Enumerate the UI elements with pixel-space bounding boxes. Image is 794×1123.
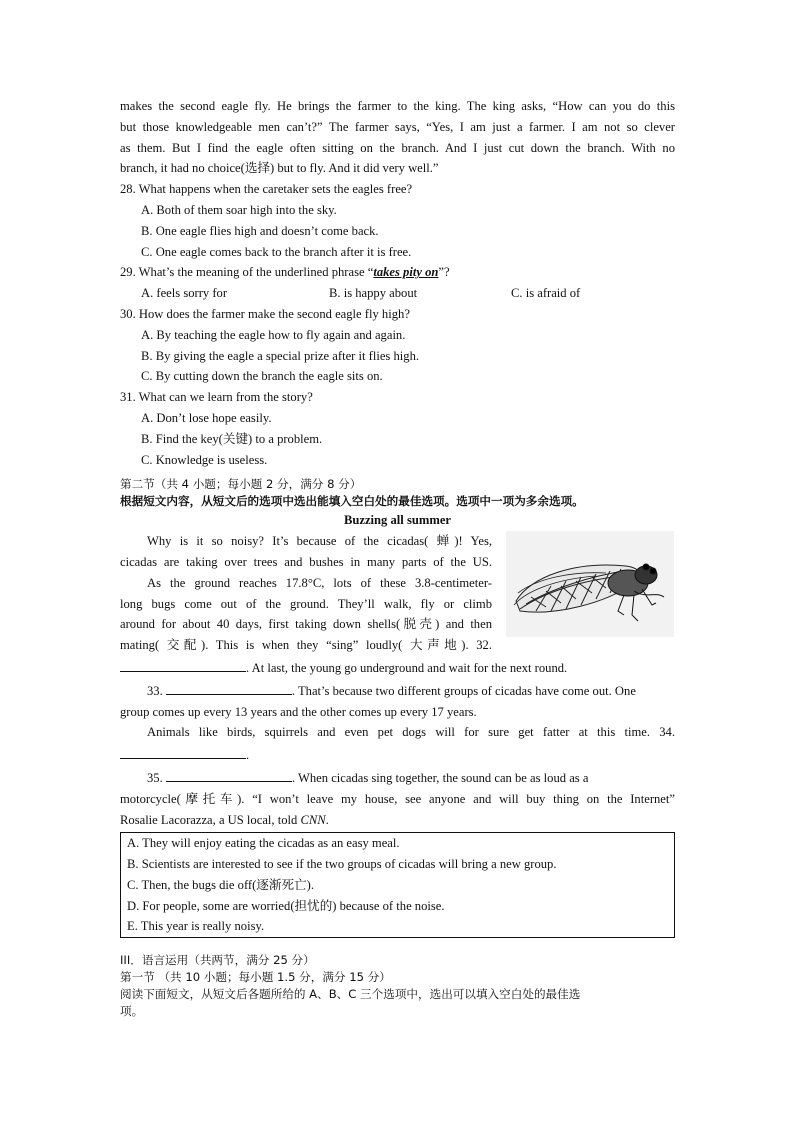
- blank-followup-text: . At last, the young go underground and wait for the next round.: [246, 660, 568, 675]
- passage-line: [120, 743, 675, 766]
- stem-text-end: ”?: [438, 265, 450, 280]
- passage-line: group comes up every 13 years and the other comes up every 17 years.: [120, 704, 477, 719]
- passage-line: as them. But I find the eagle often sitting on the branch. And I just cut down the branch. With no: [120, 140, 675, 155]
- option-c: C. Knowledge is useless.: [141, 452, 268, 467]
- underlined-phrase: takes pity on: [373, 265, 439, 280]
- blank-followup-text: . That’s because two different groups of cicadas have come out. One: [291, 683, 636, 698]
- question-29: [120, 262, 675, 304]
- passage-line: mating( 交配). This is when they “sing” loudly( 大声地). 32.: [120, 638, 492, 653]
- answer-blank-33[interactable]: [166, 679, 292, 695]
- passage-line: Why is it so noisy? It’s because of the cicadas( 蝉)! Yes,: [147, 534, 492, 549]
- question-number-33: 33.: [147, 683, 163, 698]
- question-stem: 30. How does the farmer make the second eagle fly high?: [120, 306, 410, 321]
- question-stem: 31. What can we learn from the story?: [120, 390, 313, 405]
- option-c: C. One eagle comes back to the branch after it is free.: [141, 244, 412, 259]
- option-b: B. Find the key(关键) to a problem.: [141, 431, 323, 446]
- section-heading: III．语言运用（共两节，满分 25 分）: [120, 953, 315, 968]
- passage-line: branch, it had no choice(选择) but to fly. And it did very well.”: [120, 161, 439, 176]
- passage-text-column: [120, 531, 492, 656]
- subsection-heading: 第一节 （共 10 小题；每小题 1.5 分，满分 15 分）: [120, 970, 391, 985]
- passage-with-image: [120, 531, 675, 656]
- passage-line: cicadas are taking over trees and bushes in many parts of the US.: [120, 554, 492, 569]
- box-option-d: D. For people, some are worried(担忧的) because of the noise.: [127, 898, 445, 913]
- options-row: [120, 283, 675, 304]
- question-stem: [120, 262, 675, 283]
- passage-ending: [120, 96, 675, 179]
- answer-blank-35[interactable]: [166, 766, 292, 782]
- passage-line: Animals like birds, squirrels and even pet dogs will for sure get fatter at this time. 34.: [147, 725, 675, 740]
- blank-followup-text: . When cicadas sing together, the sound can be as loud as a: [291, 770, 589, 785]
- question-30: [120, 304, 675, 387]
- question-stem: 28. What happens when the caretaker sets the eagles free?: [120, 182, 413, 197]
- option-a: A. feels sorry for: [141, 286, 228, 301]
- option-a: A. Both of them soar high into the sky.: [141, 202, 337, 217]
- passage-title: Buzzing all summer: [343, 513, 452, 528]
- passage-line: motorcycle(摩托车). “I won’t leave my house, see anyone and will buy thing on the Internet”: [120, 791, 675, 806]
- period: .: [325, 812, 329, 827]
- blank-followup-text: .: [246, 748, 250, 763]
- news-source: CNN: [300, 812, 326, 827]
- passage-line: [120, 810, 675, 831]
- question-28: [120, 179, 675, 262]
- options-box: [120, 832, 675, 938]
- box-option-b: B. Scientists are interested to see if the two groups of cicadas will bring a new group.: [127, 857, 557, 872]
- option-a: A. By teaching the eagle how to fly again and again.: [141, 327, 406, 342]
- question-number-35: 35.: [147, 770, 163, 785]
- answer-blank-34[interactable]: [120, 743, 246, 759]
- section-instruction: 阅读下面短文，从短文后各题所给的 A、B、C 三个选项中，选出可以填入空白处的最佳选: [120, 987, 581, 1002]
- cicada-illustration: [506, 531, 674, 637]
- section-heading: 第二节（共 4 小题；每小题 2 分，满分 8 分）: [120, 477, 362, 492]
- passage-line: around for about 40 days, first taking down shells(脱壳) and then: [120, 617, 492, 632]
- passage-line: makes the second eagle fly. He brings the farmer to the king. The king asks, “How can you do this: [120, 99, 675, 113]
- option-b: B. By giving the eagle a special prize after it flies high.: [141, 348, 420, 363]
- option-c: C. By cutting down the branch the eagle sits on.: [141, 369, 383, 384]
- passage-line: [120, 656, 675, 679]
- section-instruction: 根据短文内容，从短文后的选项中选出能填入空白处的最佳选项。选项中一项为多余选项。: [120, 494, 584, 509]
- passage-line: [120, 679, 675, 702]
- stem-text: 29. What’s the meaning of the underlined phrase “: [120, 265, 374, 280]
- question-31: [120, 387, 675, 470]
- passage-line: As the ground reaches 17.8°C, lots of these 3.8-centimeter-: [147, 575, 492, 590]
- option-a: A. Don’t lose hope easily.: [141, 410, 272, 425]
- passage-line: [120, 766, 675, 789]
- option-b: B. One eagle flies high and doesn’t come back.: [141, 223, 379, 238]
- box-option-a: A. They will enjoy eating the cicadas as an easy meal.: [127, 836, 400, 851]
- option-c: C. is afraid of: [511, 286, 581, 301]
- quote-source: Rosalie Lacorazza, a US local, told: [120, 812, 301, 827]
- section-instruction: 项。: [120, 1004, 144, 1019]
- exam-page: [120, 96, 675, 1020]
- passage-line: but those knowledgeable men can’t?” The farmer says, “Yes, I am just a farmer. I am not so clever: [120, 119, 675, 134]
- box-option-e: E. This year is really noisy.: [127, 919, 265, 934]
- answer-blank-32[interactable]: [120, 656, 246, 672]
- passage-line: long bugs come out of the ground. They’ll walk, fly or climb: [120, 596, 492, 611]
- box-option-c: C. Then, the bugs die off(逐渐死亡).: [127, 877, 315, 892]
- option-b: B. is happy about: [329, 286, 418, 301]
